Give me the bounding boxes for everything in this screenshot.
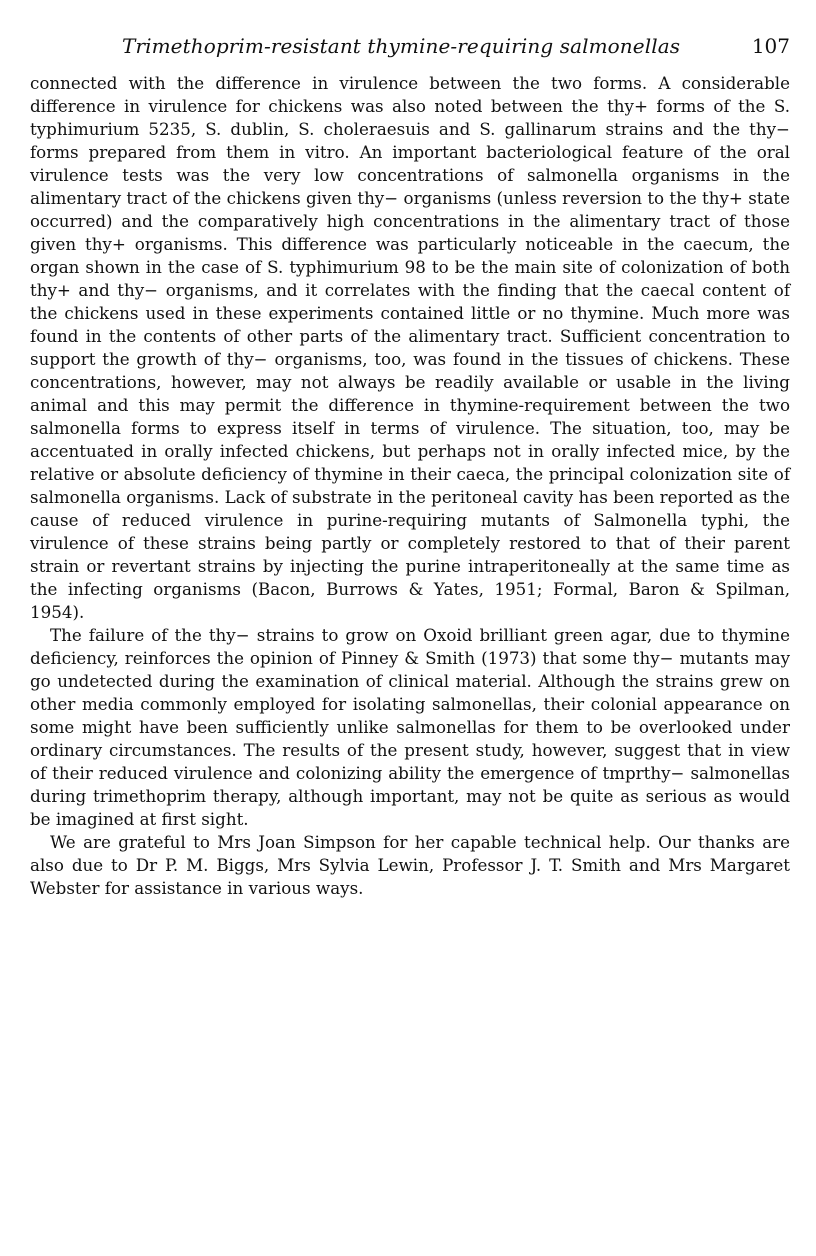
page-number: 107: [751, 34, 790, 58]
page: [30, 30, 790, 900]
paragraph-virulence-discussion: connected with the difference in virulence between the two forms. A considerable difference in virulence for chickens was also noted between the thy+ forms of the S. typhimurium 5235, S. dublin, S. choleraesuis and S. gallinarum strains and the thy− forms prepared from them in vitro. An important bacteriological feature of the oral virulence tests was the very low concentrations of salmonella organisms in the alimentary tract of the chickens given thy− organisms (unless reversion to the thy+ state occurred) and the comparatively high concentrations in the alimentary tract of those given thy+ organisms. This difference was particularly noticeable in the caecum, the organ shown in the case of S. typhimurium 98 to be the main site of colonization of both thy+ and thy− organisms, and it correlates with the finding that the caecal content of the chickens used in these experiments contained little or no thymine. Much more was found in the contents of other parts of the alimentary tract. Sufficient concentration to support the growth of thy− organisms, too, was found in the tissues of chickens. These concentrations, however, may not always be readily available or usable in the living animal and this may permit the difference in thymine-requirement between the two salmonella forms to express itself in terms of virulence. The situation, too, may be accentuated in orally infected chickens, but perhaps not in orally infected mice, by the relative or absolute deficiency of thymine in their caeca, the principal colonization site of salmonella organisms. Lack of substrate in the peritoneal cavity has been reported as the cause of reduced virulence in purine-requiring mutants of Salmonella typhi, the virulence of these strains being partly or completely restored to that of their parent strain or revertant strains by injecting the purine intraperitoneally at the same time as the infecting organisms (Bacon, Burrows & Yates, 1951; Formal, Baron & Spilman, 1954).: [30, 73, 790, 622]
running-head: [30, 30, 790, 62]
running-title: Trimethoprim-resistant thymine-requiring salmonellas: [122, 34, 681, 58]
body-text: [30, 72, 790, 900]
acknowledgement-paragraph: We are grateful to Mrs Joan Simpson for her capable technical help. Our thanks are also due to Dr P. M. Biggs, Mrs Sylvia Lewin, Professor J. T. Smith and Mrs Margaret Webster for assistance in various ways.: [30, 832, 790, 898]
paragraph-brilliant-green-agar: The failure of the thy− strains to grow on Oxoid brilliant green agar, due to thymine deficiency, reinforces the opinion of Pinney & Smith (1973) that some thy− mutants may go undetected during the examination of clinical material. Although the strains grew on other media commonly employed for isolating salmonellas, their colonial appearance on some might have been sufficiently unlike salmonellas for them to be overlooked under ordinary circumstances. The results of the present study, however, suggest that in view of their reduced virulence and colonizing ability the emergence of tmprthy− salmonellas during trimethoprim therapy, although important, may not be quite as serious as would be imagined at first sight.: [30, 625, 790, 829]
